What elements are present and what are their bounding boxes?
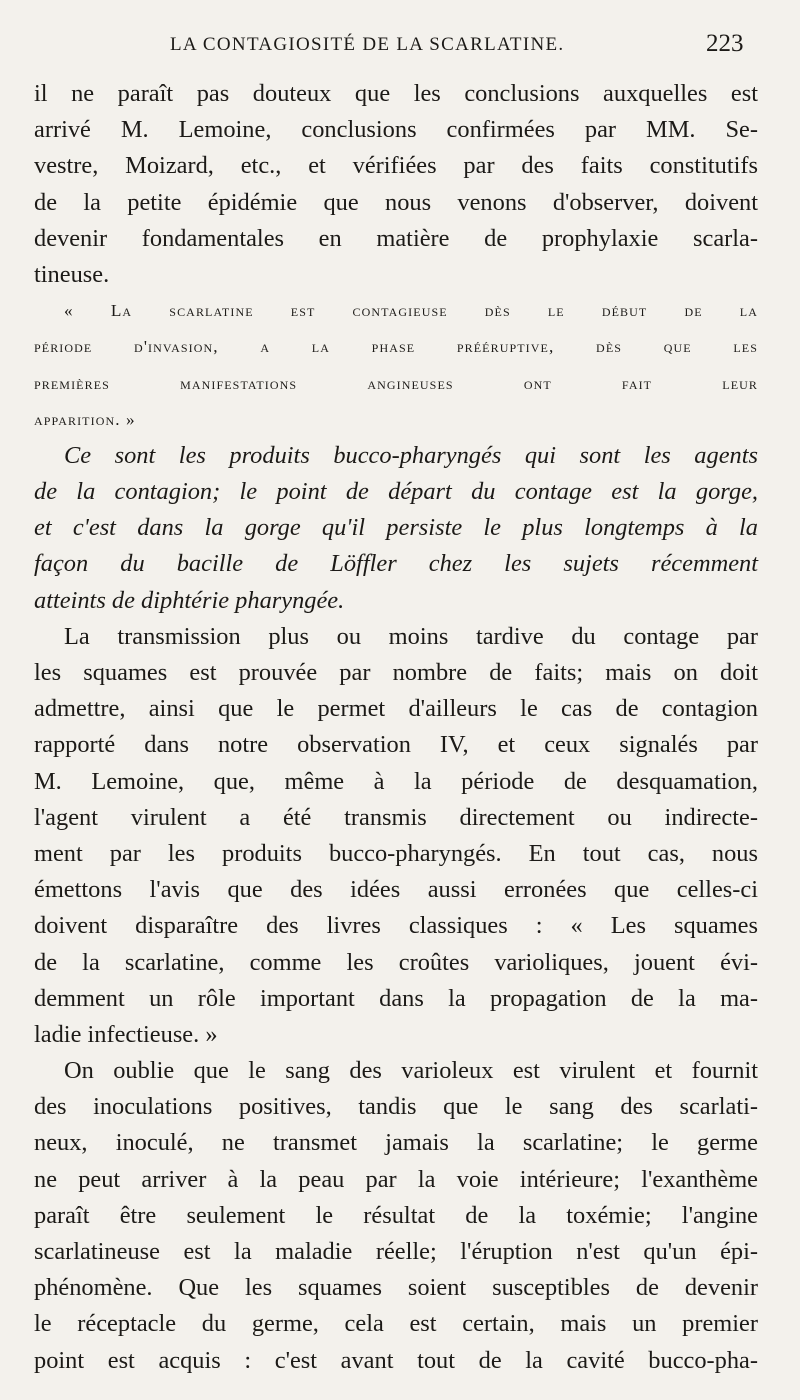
text-line: ment par les produits bucco-pharyngés. En tout cas, nous: [34, 839, 758, 867]
text-line: des inoculations positives, tandis que le sang des scarlati-: [34, 1093, 758, 1121]
text-line: Ce sont les produits bucco-pharyngés qui sont les agents: [64, 441, 758, 469]
paragraph-thesis-smallcaps: [34, 293, 758, 438]
text-line: de la petite épidémie que nous venons d'observer, doivent: [34, 188, 758, 216]
text-line: le réceptacle du germe, cela est certain, mais un premier: [34, 1310, 758, 1338]
text-line: de la contagion; le point de départ du contage est la gorge,: [34, 478, 758, 506]
text-line: phénomène. Que les squames soient susceptibles de devenir: [34, 1274, 758, 1302]
page-body: [34, 76, 758, 1379]
text-line: ladie infectieuse. »: [34, 1020, 218, 1048]
text-line: neux, inoculé, ne transmet jamais la scarlatine; le germe: [34, 1129, 758, 1157]
text-line: admettre, ainsi que le permet d'ailleurs le cas de contagion: [34, 695, 758, 723]
text-line: premières manifestations angineuses ont fait leur: [34, 373, 758, 393]
text-line: façon du bacille de Löffler chez les sujets récemment: [34, 550, 758, 578]
text-line: devenir fondamentales en matière de prophylaxie scarla-: [34, 224, 758, 252]
text-line: doivent disparaître des livres classiques : « Les squames: [34, 912, 758, 940]
page-number: 223: [706, 30, 744, 57]
text-line: paraît être seulement le résultat de la toxémie; l'angine: [34, 1201, 758, 1229]
paragraph-conclusion: [34, 76, 758, 293]
text-line: de la scarlatine, comme les croûtes varioliques, jouent évi-: [34, 948, 758, 976]
text-line: période d'invasion, a la phase prééruptive, dès que les: [34, 337, 758, 357]
text-line: atteints de diphtérie pharyngée.: [34, 586, 345, 614]
text-line: On oublie que le sang des varioleux est virulent et fournit: [64, 1057, 758, 1085]
text-line: les squames est prouvée par nombre de faits; mais on doit: [34, 659, 758, 686]
text-line: et c'est dans la gorge qu'il persiste le plus longtemps à la: [34, 514, 758, 542]
text-line: demment un rôle important dans la propagation de la ma-: [34, 984, 758, 1012]
text-line: apparition. »: [34, 409, 136, 429]
text-line: La transmission plus ou moins tardive du contage par: [64, 622, 758, 650]
running-title: LA CONTAGIOSITÉ DE LA SCARLATINE.: [170, 34, 565, 55]
paragraph-transmission: [34, 619, 758, 1053]
text-line: vestre, Moizard, etc., et vérifiées par des faits constitutifs: [34, 152, 758, 180]
text-line: tineuse.: [34, 260, 110, 288]
text-line: scarlatineuse est la maladie réelle; l'éruption n'est qu'un épi-: [34, 1238, 758, 1265]
text-line: ne peut arriver à la peau par la voie intérieure; l'exanthème: [34, 1165, 758, 1193]
text-line: émettons l'avis que des idées aussi erronées que celles-ci: [34, 876, 758, 904]
text-line: rapporté dans notre observation IV, et ceux signalés par: [34, 731, 758, 759]
text-line: « La scarlatine est contagieuse dès le début de la: [64, 301, 758, 321]
page-header: [0, 30, 800, 68]
text-line: arrivé M. Lemoine, conclusions confirmées par MM. Se-: [34, 116, 758, 144]
text-line: M. Lemoine, que, même à la période de desquamation,: [34, 767, 758, 795]
paragraph-varioleux: [34, 1053, 758, 1379]
text-line: l'agent virulent a été transmis directement ou indirecte-: [34, 803, 758, 831]
paragraph-italic-statement: [34, 438, 758, 619]
text-line: il ne paraît pas douteux que les conclusions auxquelles est: [34, 80, 758, 107]
text-line: point est acquis : c'est avant tout de la cavité bucco-pha-: [34, 1346, 758, 1374]
